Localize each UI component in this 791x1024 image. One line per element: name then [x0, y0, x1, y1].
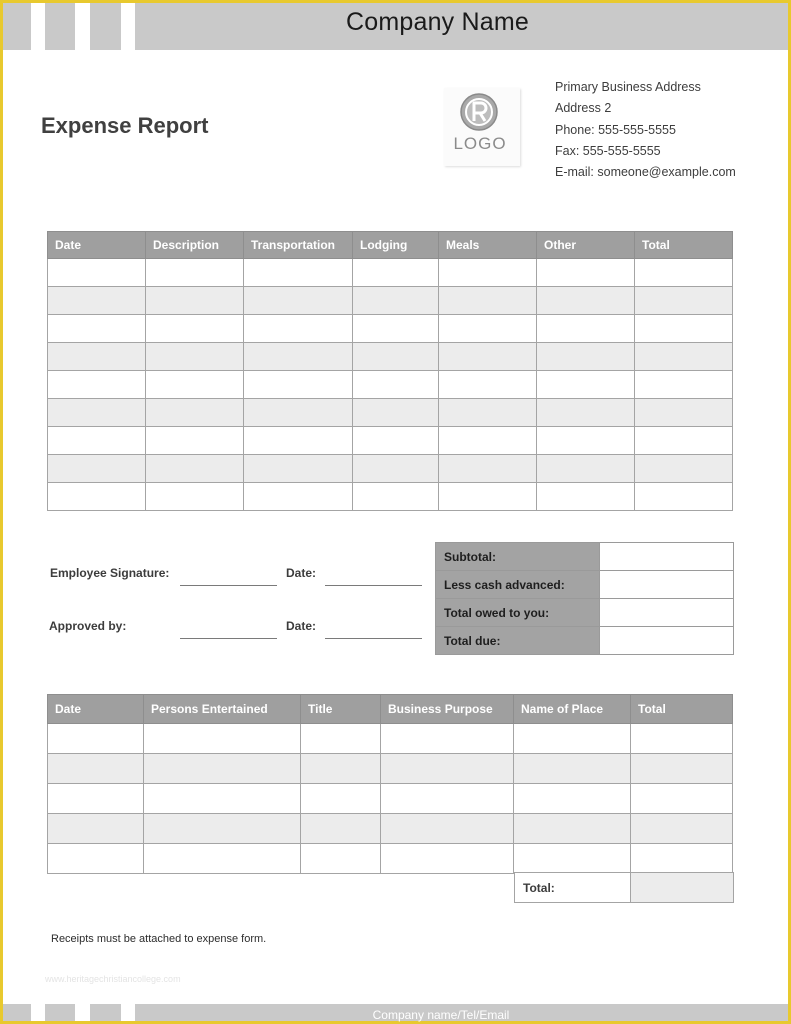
date-field-1[interactable] [325, 585, 422, 586]
expense-cell[interactable] [439, 343, 537, 371]
expense-cell[interactable] [48, 427, 146, 455]
entertainment-cell[interactable] [301, 724, 381, 754]
col-total: Total [635, 232, 733, 259]
watermark: www.heritagechristiancollege.com [45, 974, 181, 984]
phone: Phone: 555-555-5555 [555, 122, 676, 137]
entertainment-cell[interactable] [631, 784, 733, 814]
entertainment-cell[interactable] [381, 814, 514, 844]
entertainment-row [48, 784, 733, 814]
expense-cell[interactable] [244, 455, 353, 483]
expense-cell[interactable] [146, 315, 244, 343]
entertainment-cell[interactable] [514, 814, 631, 844]
expense-cell[interactable] [244, 259, 353, 287]
expense-cell[interactable] [146, 427, 244, 455]
expense-cell[interactable] [48, 455, 146, 483]
expense-cell[interactable] [439, 287, 537, 315]
entertainment-cell[interactable] [144, 844, 301, 874]
entertainment-row [48, 724, 733, 754]
footer-text: Company name/Tel/Email [372, 1008, 510, 1022]
expense-cell[interactable] [146, 371, 244, 399]
total-due-label: Total due: [436, 627, 600, 655]
expense-cell[interactable] [353, 315, 439, 343]
entertainment-cell[interactable] [144, 784, 301, 814]
entertainment-cell[interactable] [514, 784, 631, 814]
expense-cell[interactable] [146, 399, 244, 427]
expense-cell[interactable] [635, 315, 733, 343]
expense-cell[interactable] [537, 343, 635, 371]
logo-text: LOGO [453, 134, 507, 153]
employee-signature-label: Employee Signature: [50, 566, 170, 580]
entertainment-cell[interactable] [381, 754, 514, 784]
col-description: Description [146, 232, 244, 259]
expense-cell[interactable] [635, 371, 733, 399]
less-cash-value[interactable] [600, 571, 734, 599]
expense-cell[interactable] [353, 427, 439, 455]
ent-col-date: Date [48, 695, 144, 724]
entertainment-cell[interactable] [48, 844, 144, 874]
date-label-1: Date: [286, 566, 317, 580]
fax: Fax: 555-555-5555 [555, 143, 661, 158]
entertainment-cell[interactable] [48, 724, 144, 754]
expense-cell[interactable] [48, 315, 146, 343]
expense-cell[interactable] [439, 455, 537, 483]
expense-cell[interactable] [537, 483, 635, 511]
entertainment-cell[interactable] [144, 724, 301, 754]
expense-cell[interactable] [439, 399, 537, 427]
expense-cell[interactable] [439, 483, 537, 511]
receipts-note: Receipts must be attached to expense form. [51, 933, 267, 945]
expense-row [48, 427, 733, 455]
registered-trademark-icon [459, 92, 499, 132]
expense-cell[interactable] [635, 287, 733, 315]
company-name: Company Name [345, 8, 530, 36]
entertainment-cell[interactable] [381, 724, 514, 754]
total-owed-label: Total owed to you: [436, 599, 600, 627]
entertainment-cell[interactable] [301, 754, 381, 784]
expense-cell[interactable] [48, 399, 146, 427]
expense-row [48, 371, 733, 399]
expense-cell[interactable] [353, 399, 439, 427]
approved-by-field[interactable] [180, 638, 277, 639]
expense-cell[interactable] [635, 343, 733, 371]
expense-row [48, 455, 733, 483]
expense-cell[interactable] [244, 315, 353, 343]
date-label-2: Date: [286, 619, 317, 633]
subtotal-label: Subtotal: [436, 543, 600, 571]
entertainment-cell[interactable] [631, 754, 733, 784]
entertainment-row [48, 814, 733, 844]
expense-cell[interactable] [537, 455, 635, 483]
expense-cell[interactable] [48, 343, 146, 371]
company-logo [444, 88, 520, 166]
approved-by-label: Approved by: [49, 619, 127, 633]
expense-cell[interactable] [635, 483, 733, 511]
expense-cell[interactable] [146, 287, 244, 315]
entertainment-cell[interactable] [144, 754, 301, 784]
entertainment-cell[interactable] [514, 754, 631, 784]
expense-cell[interactable] [537, 427, 635, 455]
expense-cell[interactable] [353, 259, 439, 287]
expense-cell[interactable] [244, 371, 353, 399]
ent-col-total: Total [631, 695, 733, 724]
expense-cell[interactable] [48, 483, 146, 511]
expense-cell[interactable] [439, 315, 537, 343]
ent-col-place: Name of Place [514, 695, 631, 724]
expense-cell[interactable] [635, 427, 733, 455]
entertainment-cell[interactable] [514, 724, 631, 754]
expense-cell[interactable] [537, 371, 635, 399]
entertainment-total-label [514, 872, 632, 903]
date-field-2[interactable] [325, 638, 422, 639]
expense-cell[interactable] [537, 399, 635, 427]
entertainment-cell[interactable] [301, 844, 381, 874]
entertainment-cell[interactable] [381, 844, 514, 874]
expense-cell[interactable] [439, 427, 537, 455]
expense-cell[interactable] [635, 455, 733, 483]
expense-cell[interactable] [244, 287, 353, 315]
total-owed-value[interactable] [600, 599, 734, 627]
expense-cell[interactable] [537, 315, 635, 343]
entertainment-cell[interactable] [48, 814, 144, 844]
expense-cell[interactable] [439, 371, 537, 399]
entertainment-cell[interactable] [631, 724, 733, 754]
expense-cell[interactable] [537, 259, 635, 287]
expense-cell[interactable] [244, 483, 353, 511]
entertainment-cell[interactable] [631, 844, 733, 874]
business-address [555, 77, 736, 183]
col-meals: Meals [439, 232, 537, 259]
expense-row [48, 483, 733, 511]
entertainment-cell[interactable] [301, 784, 381, 814]
expense-cell[interactable] [439, 259, 537, 287]
expense-cell[interactable] [244, 343, 353, 371]
email: E-mail: someone@example.com [555, 165, 736, 180]
ent-col-persons: Persons Entertained [144, 695, 301, 724]
subtotal-value[interactable] [600, 543, 734, 571]
address-line1: Primary Business Address [555, 80, 701, 94]
expense-cell[interactable] [353, 483, 439, 511]
expense-cell[interactable] [353, 287, 439, 315]
expense-cell[interactable] [635, 399, 733, 427]
expense-cell[interactable] [537, 287, 635, 315]
entertainment-cell[interactable] [144, 814, 301, 844]
entertainment-cell[interactable] [381, 784, 514, 814]
expense-cell[interactable] [244, 427, 353, 455]
address-line2: Address 2 [555, 101, 612, 116]
page-title: Expense Report [41, 113, 209, 138]
employee-signature-field[interactable] [180, 585, 277, 586]
expense-row [48, 287, 733, 315]
summary-table [435, 542, 734, 655]
expense-row [48, 315, 733, 343]
entertainment-cell[interactable] [514, 844, 631, 874]
expense-cell[interactable] [146, 455, 244, 483]
entertainment-table [47, 694, 733, 874]
col-date: Date [48, 232, 146, 259]
entertainment-total-value[interactable] [630, 872, 734, 903]
expense-cell[interactable] [146, 343, 244, 371]
entertainment-cell[interactable] [48, 784, 144, 814]
entertainment-total-text: Total: [523, 881, 555, 895]
less-cash-label: Less cash advanced: [436, 571, 600, 599]
expense-cell[interactable] [146, 259, 244, 287]
expense-cell[interactable] [48, 259, 146, 287]
col-lodging: Lodging [353, 232, 439, 259]
entertainment-cell[interactable] [631, 814, 733, 844]
expense-cell[interactable] [353, 455, 439, 483]
ent-col-purpose: Business Purpose [381, 695, 514, 724]
entertainment-cell[interactable] [48, 754, 144, 784]
col-transportation: Transportation [244, 232, 353, 259]
ent-col-title: Title [301, 695, 381, 724]
expense-row [48, 259, 733, 287]
expense-row [48, 343, 733, 371]
expense-cell[interactable] [353, 371, 439, 399]
expense-cell[interactable] [146, 483, 244, 511]
entertainment-cell[interactable] [301, 814, 381, 844]
expense-cell[interactable] [48, 371, 146, 399]
expense-cell[interactable] [353, 343, 439, 371]
expenses-table [47, 231, 733, 511]
total-due-value[interactable] [600, 627, 734, 655]
expense-cell[interactable] [244, 399, 353, 427]
expense-row [48, 399, 733, 427]
expense-cell[interactable] [48, 287, 146, 315]
entertainment-row [48, 754, 733, 784]
expense-cell[interactable] [635, 259, 733, 287]
col-other: Other [537, 232, 635, 259]
entertainment-row [48, 844, 733, 874]
